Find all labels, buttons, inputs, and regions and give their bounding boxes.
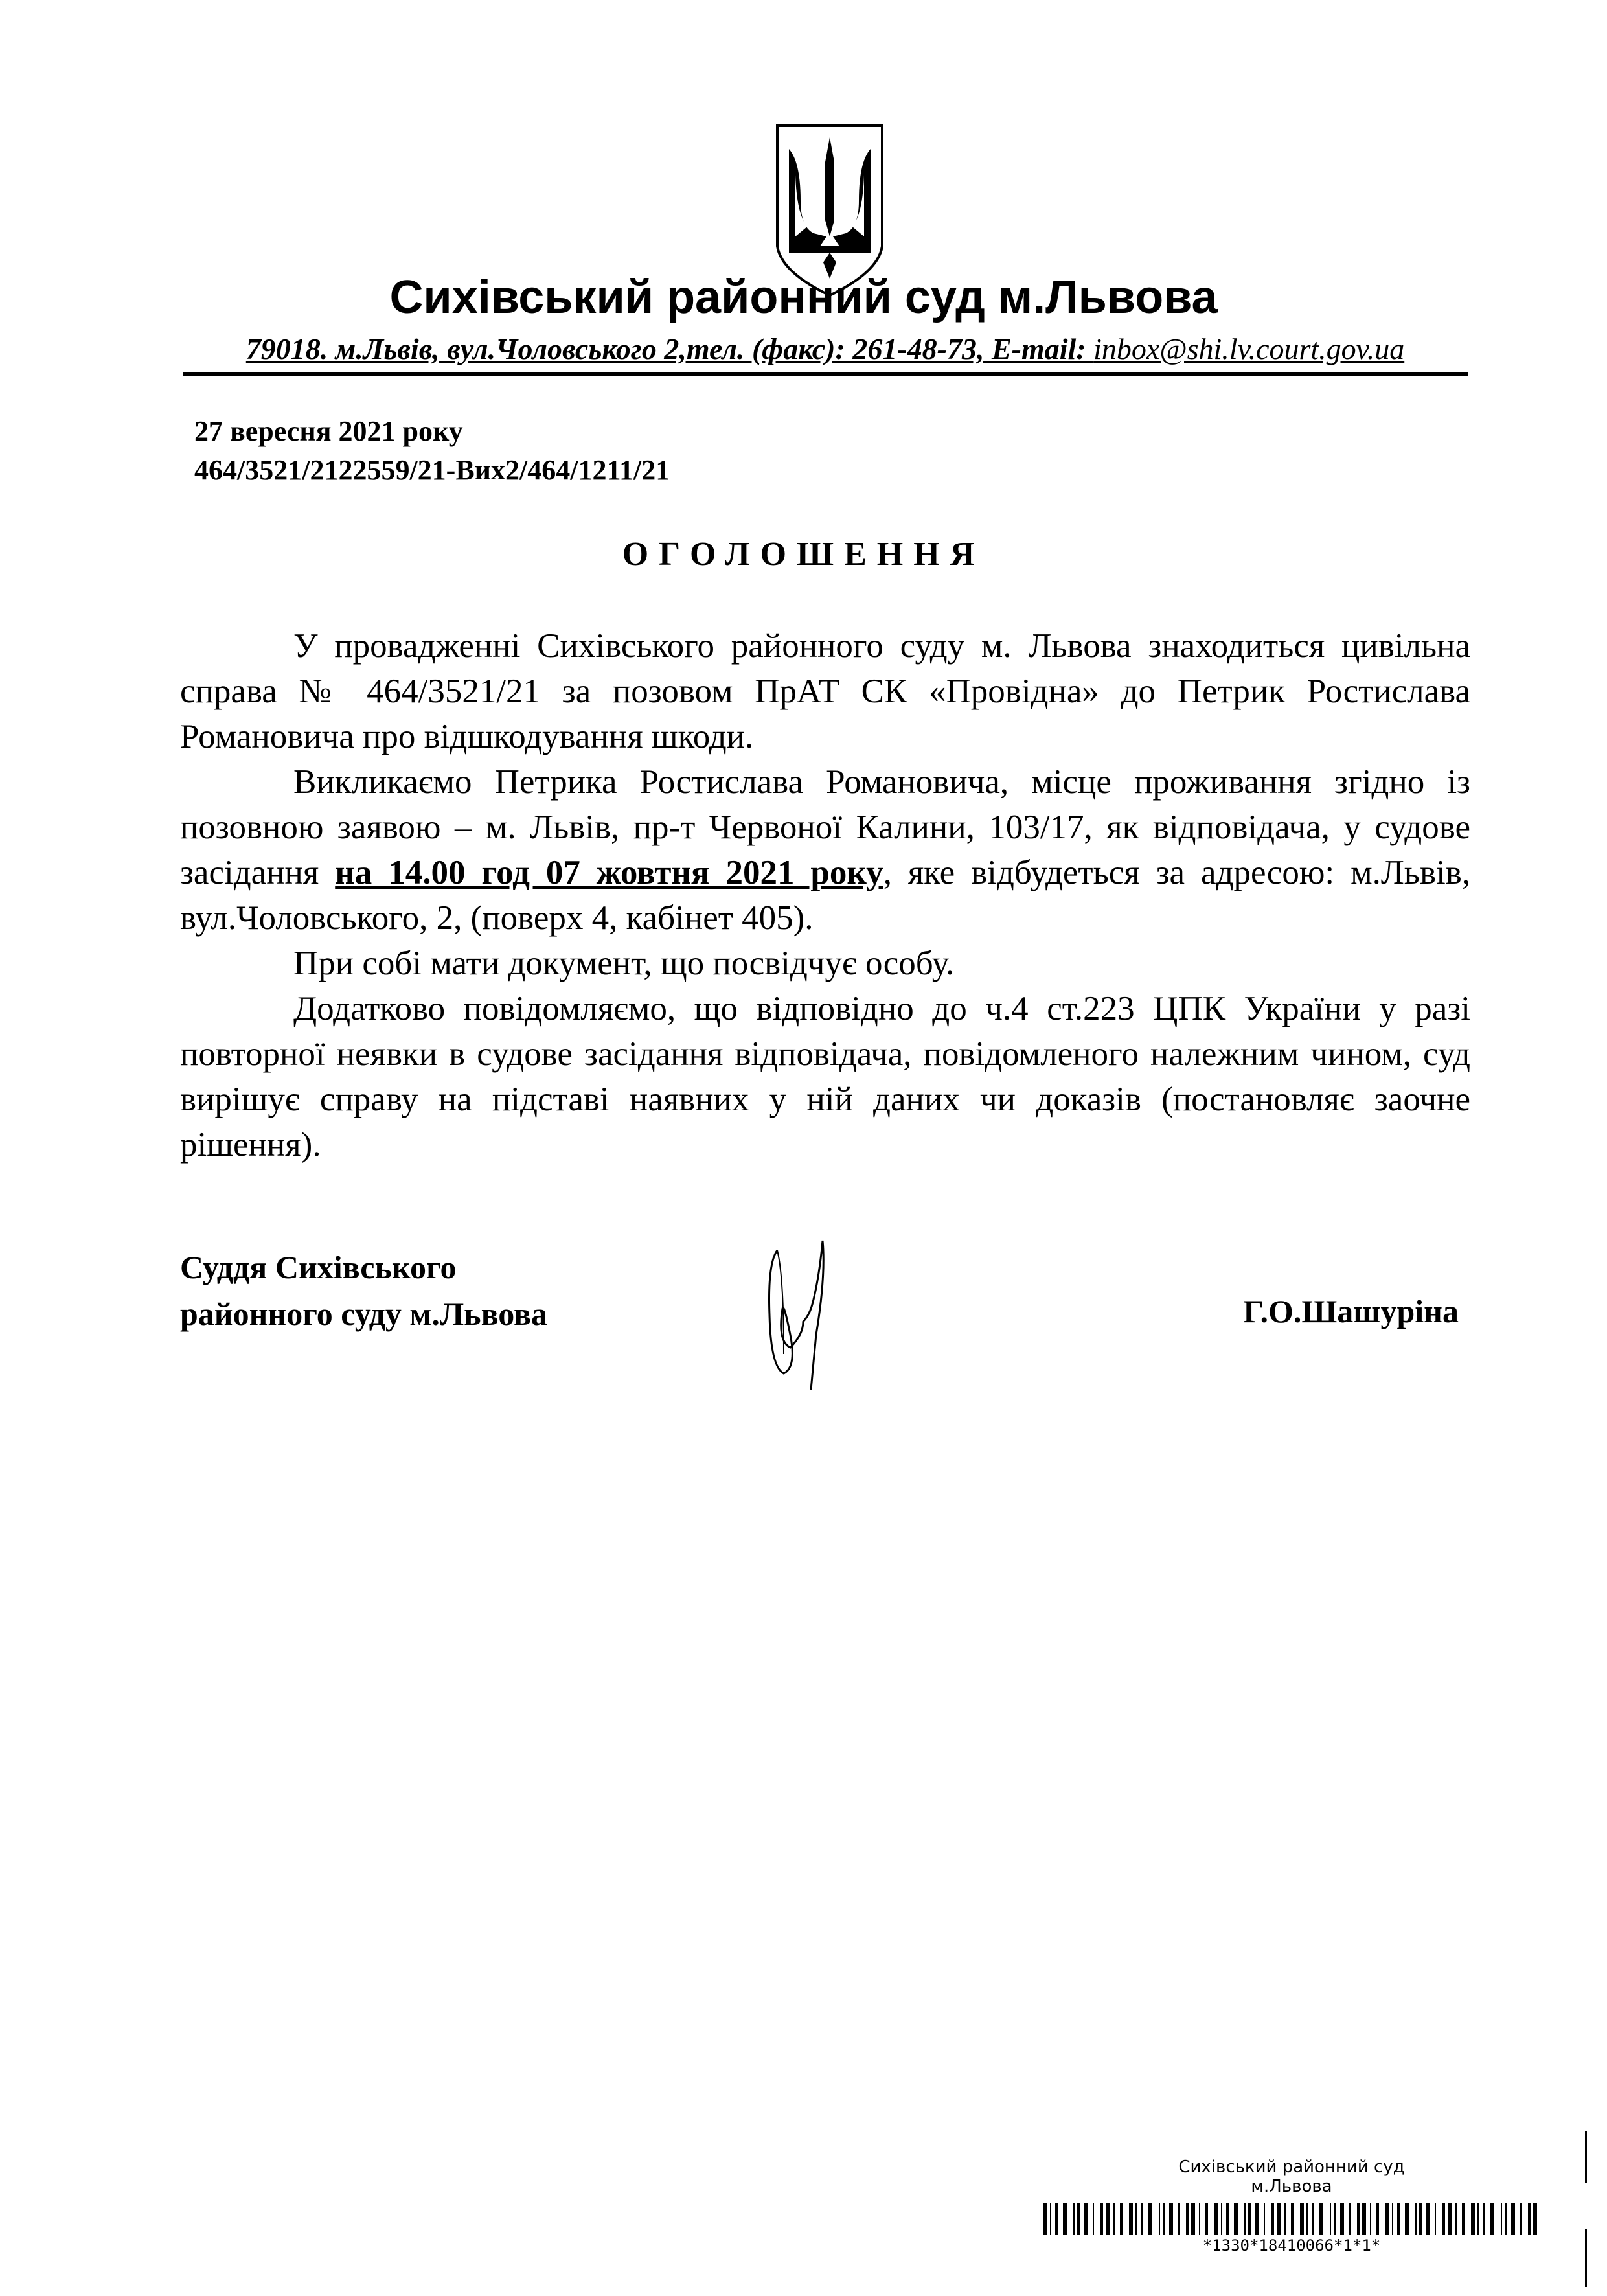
- barcode-bar: [1362, 2203, 1366, 2235]
- barcode-bar: [1319, 2203, 1323, 2235]
- barcode-bar: [1199, 2203, 1200, 2235]
- barcode: [1043, 2203, 1540, 2235]
- address-text: 79018. м.Львів, вул.Чоловського 2,тел. (факс): 261-48-73, E-mail:: [245, 332, 1094, 365]
- announcement-body: [180, 623, 1470, 1167]
- barcode-bar: [1264, 2203, 1265, 2235]
- barcode-bar: [1419, 2203, 1422, 2235]
- paragraph-summons: [180, 759, 1470, 941]
- barcode-bar: [1100, 2203, 1103, 2235]
- barcode-bar: [1448, 2203, 1452, 2235]
- barcode-bar: [1169, 2203, 1173, 2235]
- header-divider: [183, 372, 1468, 376]
- barcode-bar: [1186, 2203, 1189, 2235]
- barcode-bar: [1291, 2203, 1294, 2235]
- barcode-bar: [1385, 2203, 1389, 2235]
- barcode-bar: [1073, 2203, 1075, 2235]
- barcode-bar: [1129, 2203, 1133, 2235]
- reference-number: 464/3521/2122559/21-Вих2/464/1211/21: [194, 454, 670, 486]
- scan-edge-mark: [1585, 2229, 1587, 2287]
- barcode-bar: [1306, 2203, 1308, 2235]
- barcode-bar: [1357, 2203, 1360, 2235]
- barcode-bar: [1520, 2203, 1522, 2235]
- barcode-bar: [1397, 2203, 1400, 2235]
- summons-text: Викликаємо Петрика Ростислава Романовича, місце проживання згідно із позовною заявою – м. Львів, пр-т Червоної Калини, 103/17, як відповідача, у судове засідання: [180, 763, 1470, 891]
- barcode-bar: [1050, 2203, 1051, 2235]
- barcode-bar: [1426, 2203, 1430, 2235]
- barcode-bar: [1483, 2203, 1485, 2235]
- paragraph-id-document: При собі мати документ, що посвідчує особу.: [293, 945, 955, 982]
- barcode-bar: [1334, 2203, 1336, 2235]
- barcode-bar: [1106, 2203, 1110, 2235]
- judge-title: [180, 1244, 547, 1337]
- handwritten-signature: [764, 1237, 861, 1393]
- barcode-bar: [1163, 2203, 1165, 2235]
- barcode-bar: [1093, 2203, 1094, 2235]
- barcode-bar: [1477, 2203, 1479, 2235]
- barcode-bar: [1330, 2203, 1331, 2235]
- judge-name: Г.О.Шашуріна: [1243, 1293, 1459, 1329]
- barcode-label-line1: Сихівський районний суд: [1178, 2157, 1405, 2177]
- barcode-bar: [1205, 2203, 1208, 2235]
- barcode-bar: [1214, 2203, 1218, 2235]
- barcode-bar: [1340, 2203, 1344, 2235]
- barcode-bar: [1312, 2203, 1314, 2235]
- barcode-bar: [1405, 2203, 1409, 2235]
- barcode-bar: [1277, 2203, 1281, 2235]
- barcode-bar: [1191, 2203, 1195, 2235]
- barcode-bar: [1300, 2203, 1304, 2235]
- scan-edge-mark: [1585, 2131, 1587, 2183]
- barcode-bar: [1471, 2203, 1475, 2235]
- document-date: 27 вересня 2021 року: [194, 415, 463, 447]
- barcode-bar: [1226, 2203, 1229, 2235]
- barcode-bar: [1435, 2203, 1436, 2235]
- document-heading: ОГОЛОШЕННЯ: [622, 536, 985, 573]
- barcode-bar: [1221, 2203, 1222, 2235]
- barcode-bar: [1349, 2203, 1351, 2235]
- court-name: Сихівський районний суд м.Львова: [389, 271, 1218, 323]
- barcode-bar: [1084, 2203, 1088, 2235]
- barcode-bar: [1178, 2203, 1180, 2235]
- barcode-bar: [1501, 2203, 1502, 2235]
- judge-title-line2: районного суду м.Львова: [180, 1296, 548, 1332]
- barcode-bar: [1490, 2203, 1494, 2235]
- barcode-label-line2: м.Львова: [1251, 2177, 1332, 2196]
- judge-title-line1: Суддя Сихівського: [180, 1249, 457, 1285]
- barcode-bar: [1148, 2203, 1152, 2235]
- barcode-bar: [1043, 2203, 1047, 2235]
- barcode-bar: [1462, 2203, 1465, 2235]
- barcode-bar: [1135, 2203, 1137, 2235]
- barcode-bar: [1392, 2203, 1393, 2235]
- barcode-bar: [1255, 2203, 1259, 2235]
- barcode-bar: [1113, 2203, 1115, 2235]
- barcode-bar: [1284, 2203, 1286, 2235]
- email-link[interactable]: inbox@shi.lv.court.gov.ua: [1093, 332, 1405, 365]
- barcode-bar: [1055, 2203, 1058, 2235]
- barcode-bar: [1248, 2203, 1251, 2235]
- paragraph-case: У провадженні Сихівського районного суду м. Львова знаходиться цивільна справа № 464/3521/21 за позовом ПрАТ СК «Провідна» до Петрик Ростислава Романовича про відшкодування шкоди.: [180, 627, 1470, 755]
- barcode-bar: [1234, 2203, 1238, 2235]
- barcode-bar: [1159, 2203, 1160, 2235]
- barcode-bar: [1244, 2203, 1246, 2235]
- summons-location: , яке відбудеться за адресою: м.Львів, вул.Чоловського, 2, (поверх 4, кабінет 405).: [180, 854, 1470, 937]
- barcode-bar: [1271, 2203, 1274, 2235]
- barcode-bar: [1511, 2203, 1515, 2235]
- barcode-bar: [1415, 2203, 1417, 2235]
- barcode-bar: [1370, 2203, 1371, 2235]
- barcode-bar: [1063, 2203, 1067, 2235]
- barcode-number: *1330*18410066*1*1*: [1202, 2236, 1381, 2255]
- barcode-bar: [1505, 2203, 1507, 2235]
- barcode-bar: [1528, 2203, 1531, 2235]
- paragraph-warning: Додатково повідомляємо, що відповідно до ч.4 ст.223 ЦПК України у разі повторної неявки в судове засідання відповідача, повідомленого належним чином, суд вирішує справу на підставі наявних у ній даних чи доказів (постановляє заочне рішення).: [180, 990, 1470, 1164]
- barcode-bar: [1376, 2203, 1379, 2235]
- barcode-bar: [1533, 2203, 1537, 2235]
- hearing-datetime: на 14.00 год 07 жовтня 2021 року: [335, 854, 883, 891]
- barcode-bar: [1120, 2203, 1123, 2235]
- barcode-label: [1162, 2157, 1421, 2196]
- court-address: [183, 332, 1468, 366]
- barcode-bar: [1455, 2203, 1457, 2235]
- barcode-bar: [1442, 2203, 1445, 2235]
- barcode-bar: [1141, 2203, 1143, 2235]
- barcode-bar: [1077, 2203, 1080, 2235]
